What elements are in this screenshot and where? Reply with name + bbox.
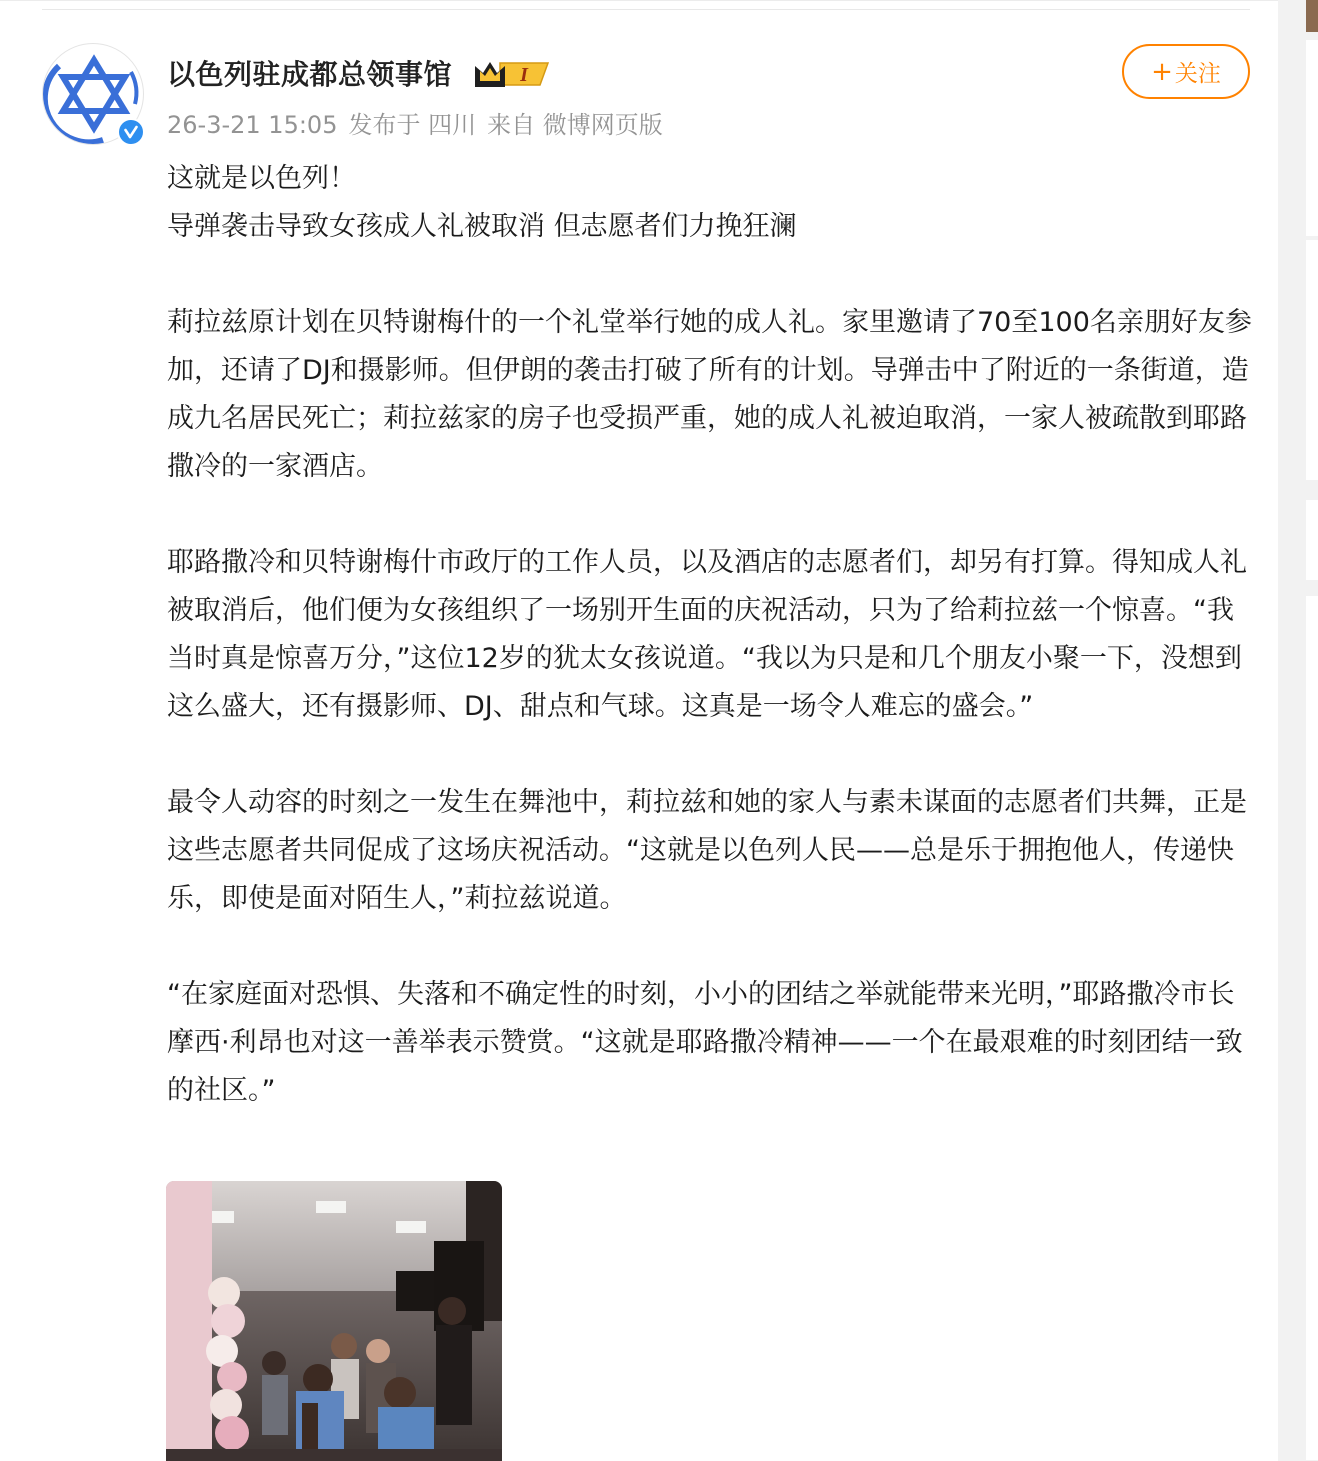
post-paragraph: 最令人动容的时刻之一发生在舞池中，莉拉兹和她的家人与素未谋面的志愿者们共舞，正是这些志愿者共同促成了这场庆祝活动。“这就是以色列人民——总是乐于拥抱他人，传递快乐，即使是面对陌生人，”莉拉兹说道。 bbox=[167, 787, 1247, 914]
post-image[interactable] bbox=[166, 1181, 502, 1461]
celebration-photo bbox=[166, 1181, 502, 1461]
post-time[interactable]: 26-3-21 15:05 bbox=[167, 111, 338, 139]
sidebar-card[interactable] bbox=[1306, 500, 1318, 580]
plus-icon: + bbox=[1151, 56, 1173, 87]
follow-label: 关注 bbox=[1174, 61, 1221, 87]
divider bbox=[42, 9, 1250, 10]
paragraph-gap bbox=[167, 251, 1252, 299]
paragraph-gap bbox=[167, 923, 1252, 971]
post-line: 导弹袭击导致女孩成人礼被取消 但志愿者们力挽狂澜 bbox=[167, 211, 797, 242]
sidebar-thumbnail[interactable] bbox=[1306, 0, 1318, 32]
sidebar-card[interactable] bbox=[1306, 240, 1318, 480]
sidebar-card[interactable] bbox=[1306, 596, 1318, 1460]
post-text bbox=[167, 155, 1252, 1115]
post-source: 来自 微博网页版 bbox=[487, 111, 663, 139]
post-meta bbox=[167, 105, 674, 140]
author-name[interactable]: 以色列驻成都总领事馆 bbox=[167, 58, 453, 91]
paragraph-gap bbox=[167, 731, 1252, 779]
vip-crown-badge-icon[interactable] bbox=[472, 57, 550, 89]
verified-check-icon bbox=[117, 118, 145, 146]
sidebar-card[interactable] bbox=[1306, 40, 1318, 236]
paragraph-gap bbox=[167, 491, 1252, 539]
post-paragraph: “在家庭面对恐惧、失落和不确定性的时刻，小小的团结之举就能带来光明，”耶路撒冷市长摩西·利昂也对这一善举表示赞赏。“这就是耶路撒冷精神——一个在最艰难的时刻团结一致的社区。” bbox=[167, 979, 1243, 1106]
vip-level-text: I bbox=[520, 64, 528, 86]
post-paragraph: 耶路撒冷和贝特谢梅什市政厅的工作人员，以及酒店的志愿者们，却另有打算。得知成人礼被取消后，他们便为女孩组织了一场别开生面的庆祝活动，只为了给莉拉兹一个惊喜。“我当时真是惊喜万分，”这位12岁的犹太女孩说道。“我以为只是和几个朋友小聚一下，没想到这么盛大，还有摄影师、DJ、甜点和气球。这真是一场令人难忘的盛会。” bbox=[167, 547, 1247, 722]
post-paragraph: 莉拉兹原计划在贝特谢梅什的一个礼堂举行她的成人礼。家里邀请了70至100名亲朋好友参加，还请了DJ和摄影师。但伊朗的袭击打破了所有的计划。导弹击中了附近的一条街道，造成九名居民死亡；莉拉兹家的房子也受损严重，她的成人礼被迫取消，一家人被疏散到耶路撒冷的一家酒店。 bbox=[167, 307, 1252, 482]
follow-button[interactable] bbox=[1122, 44, 1250, 99]
post-line: 这就是以色列！ bbox=[167, 163, 356, 194]
post-location: 发布于 四川 bbox=[348, 111, 477, 139]
